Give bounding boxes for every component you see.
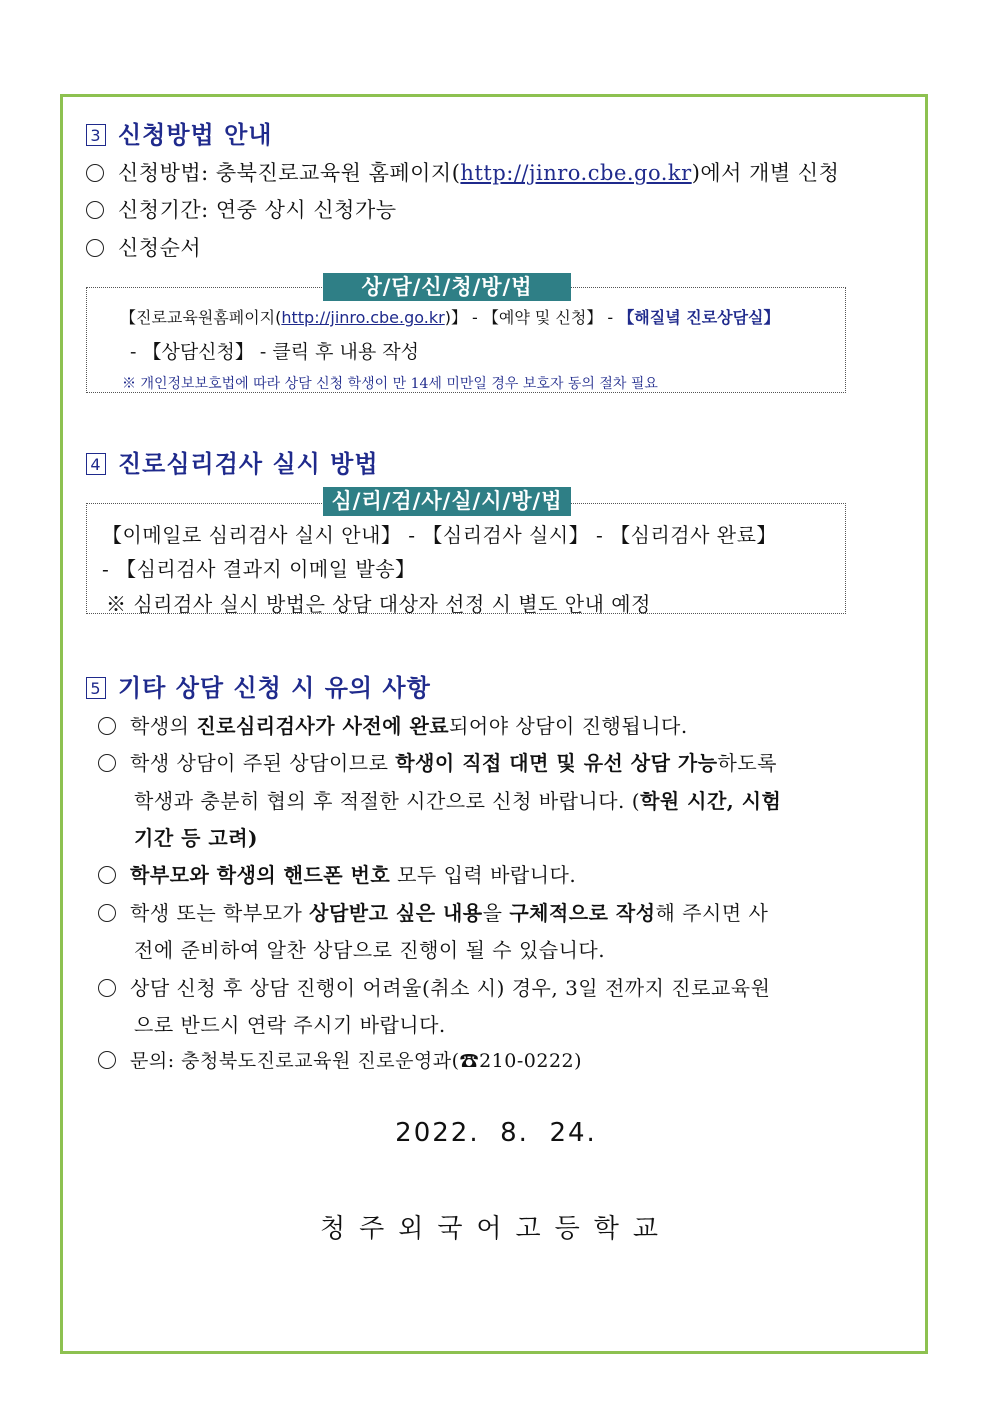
circle-bullet-icon xyxy=(98,866,116,884)
circle-bullet-icon xyxy=(86,164,104,182)
circle-bullet-icon xyxy=(98,979,116,997)
sec5-item-5: 상담 신청 후 상담 진행이 어려울(취소 시) 경우, 3일 전까지 진로교육원 xyxy=(98,972,770,1001)
sec5-item-3: 학부모와 학생의 핸드폰 번호 모두 입력 바랍니다. xyxy=(98,859,576,888)
sec5-item-4-line2: 전에 준비하여 알찬 상담으로 진행이 될 수 있습니다. xyxy=(134,938,606,962)
sec3-item-period: 신청기간: 연중 상시 신청가능 xyxy=(86,194,397,224)
section-4-title xyxy=(86,444,379,479)
sec5-item-6: 문의: 충청북도진로교육원 진로운영과(☎210-0222) xyxy=(98,1046,582,1073)
section-number-box: 3 xyxy=(86,124,106,146)
circle-bullet-icon xyxy=(86,201,104,219)
consult-apply-tab: 상/담/신/청/방/법 xyxy=(323,273,571,301)
section-4-title-text: 진로심리검사 실시 방법 xyxy=(118,450,379,478)
privacy-note: ※ 개인정보보호법에 따라 상담 신청 학생이 만 14세 미만일 경우 보호자 동의 절차 필요 xyxy=(122,376,658,392)
circle-bullet-icon xyxy=(98,717,116,735)
sec5-item-4: 학생 또는 학부모가 상담받고 싶은 내용을 구체적으로 작성해 주시면 사 xyxy=(98,897,768,926)
sec5-item-2-line2: 학생과 충분히 협의 후 적절한 시간으로 신청 바랍니다. (학원 시간, 시험 xyxy=(134,789,782,813)
circle-bullet-icon xyxy=(98,1051,116,1069)
section-5-title xyxy=(86,668,431,703)
circle-bullet-icon xyxy=(86,239,104,257)
school-name: 청주외국어고등학교 xyxy=(319,1214,673,1244)
sec3-item-method: 신청방법: 충북진로교육원 홈페이지(http://jinro.cbe.go.kr)에서 개별 신청 xyxy=(86,157,839,187)
jinro-link-box[interactable]: http://jinro.cbe.go.kr xyxy=(281,308,445,327)
phone-icon: ☎ xyxy=(459,1050,480,1072)
evening-counsel-room: 【해질녘 진로상담실】 xyxy=(618,308,780,327)
psych-test-tab: 심/리/검/사/실/시/방/법 xyxy=(323,487,571,516)
psych-test-line1: 【이메일로 심리검사 실시 안내】 - 【심리검사 실시】 - 【심리검사 완료】 xyxy=(102,523,777,547)
section-3-title-text: 신청방법 안내 xyxy=(118,121,273,149)
psych-test-line2: - 【심리검사 결과지 이메일 발송】 xyxy=(102,557,416,581)
psych-test-line3: ※ 심리검사 실시 방법은 상담 대상자 선정 시 별도 안내 예정 xyxy=(106,592,651,616)
circle-bullet-icon xyxy=(98,754,116,772)
consult-apply-line1: 【진로교육원홈페이지(http://jinro.cbe.go.kr)】 - 【예약 및 신청】 - 【해질녘 진로상담실】 xyxy=(120,308,780,327)
document-date: 2022. 8. 24. xyxy=(395,1118,597,1148)
sec5-item-2-line3: 기간 등 고려) xyxy=(134,826,258,850)
sec5-item-5-line2: 으로 반드시 연락 주시기 바랍니다. xyxy=(134,1013,446,1037)
section-5-title-text: 기타 상담 신청 시 유의 사항 xyxy=(118,674,431,702)
sec3-item-order: 신청순서 xyxy=(86,232,201,262)
section-3-title xyxy=(86,115,272,150)
circle-bullet-icon xyxy=(98,904,116,922)
section-number-box: 5 xyxy=(86,677,106,699)
consult-apply-line2: - 【상담신청】 - 클릭 후 내용 작성 xyxy=(130,341,419,363)
jinro-homepage-link[interactable]: http://jinro.cbe.go.kr xyxy=(460,161,692,185)
sec5-item-1: 학생의 진로심리검사가 사전에 완료되어야 상담이 진행됩니다. xyxy=(98,710,688,739)
section-number-box: 4 xyxy=(86,453,106,475)
sec5-item-2: 학생 상담이 주된 상담이므로 학생이 직접 대면 및 유선 상담 가능하도록 xyxy=(98,747,777,776)
